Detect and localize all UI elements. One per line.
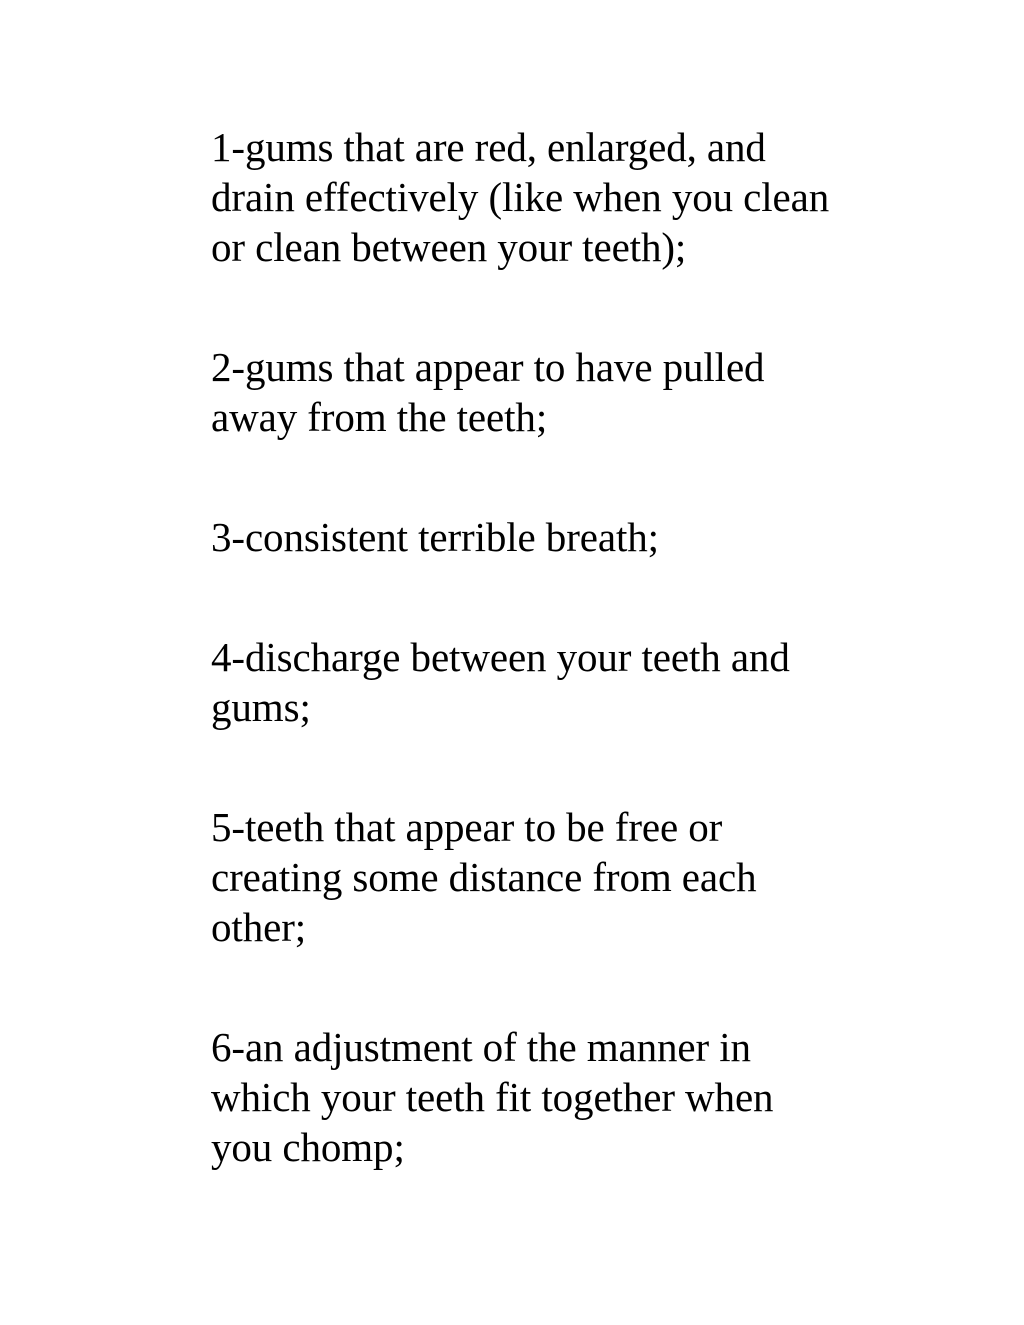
list-item-2: 2-gums that appear to have pulled away from the teeth; (211, 344, 765, 440)
list-item-4: 4-discharge between your teeth and gums; (211, 634, 790, 730)
list-item-5: 5-teeth that appear to be free or creating some distance from each other; (211, 804, 757, 950)
list-item-6: 6-an adjustment of the manner in which your teeth fit together when you chomp; (211, 1024, 774, 1170)
list-item-1: 1-gums that are red, enlarged, and drain effectively (like when you clean or clean between your teeth); (211, 124, 830, 270)
list-item-3: 3-consistent terrible breath; (211, 514, 659, 560)
